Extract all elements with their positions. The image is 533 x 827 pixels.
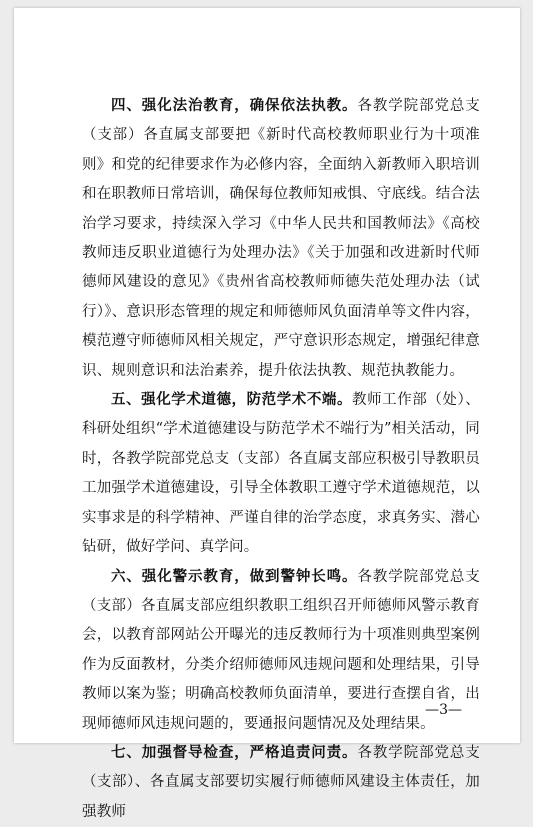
paragraph-5-heading: 五、强化学术道德，防范学术不端。	[111, 392, 353, 409]
paragraph-5	[82, 386, 480, 562]
paragraph-6	[82, 563, 480, 739]
page-number: —3—	[425, 702, 462, 718]
paragraph-4-heading: 四、强化法治教育，确保依法执教。	[111, 98, 358, 114]
paragraph-5-text: 教师工作部（处）、科研处组织“学术道德建设与防范学术不端行为”相关活动，同时，各教学院部党总支（支部）各直属支部应积极引导教职员工加强学术道德建设，引导全体教职工遵守学术道德规范，以实事求是的科学精神、严谨自律的治学态度，求真务实、潜心钻研，做好学问、真学问。	[82, 392, 480, 556]
paragraph-7-text: 各教学院部党总支（支部）、各直属支部要切实履行师德师风建设主体责任，加强教师	[82, 744, 480, 820]
paragraph-7	[82, 739, 480, 827]
paragraph-6-heading: 六、强化警示教育，做到警钟长鸣。	[111, 568, 358, 585]
document-page	[14, 8, 520, 820]
paragraph-7-heading: 七、加强督导检查，严格追责问责。	[111, 744, 358, 761]
paragraph-6-text: 各教学院部党总支（支部）各直属支部应组织教职工组织召开师德师风警示教育会，以教育部网站公开曝光的违反教师行为十项准则典型案例作为反面教材，分类介绍师德师风违规问题和处理结果，引导教师以案为鉴；明确高校教师负面清单，要进行查摆自省，出现师德师风违规问题的，要通报问题情况及处理结果。	[82, 568, 480, 732]
paragraph-4	[82, 92, 480, 386]
paragraph-4-text: 各教学院部党总支（支部）各直属支部要把《新时代高校教师职业行为十项准则》和党的纪律要求作为必修内容，全面纳入新教师入职培训和在职教师日常培训，确保每位教师知戒惧、守底线。结合法治学习要求，持续深入学习《中华人民共和国教师法》《高校教师违反职业道德行为处理办法》《关于加强和改进新时代师德师风建设的意见》《贵州省高校教师师德失范处理办法（试行）》、意识形态管理的规定和师德师风负面清单等文件内容，模范遵守师德师风相关规定，严守意识形态规定，增强纪律意识、规则意识和法治素养，提升依法执教、规范执教能力。	[82, 98, 480, 379]
document-body	[82, 92, 480, 827]
